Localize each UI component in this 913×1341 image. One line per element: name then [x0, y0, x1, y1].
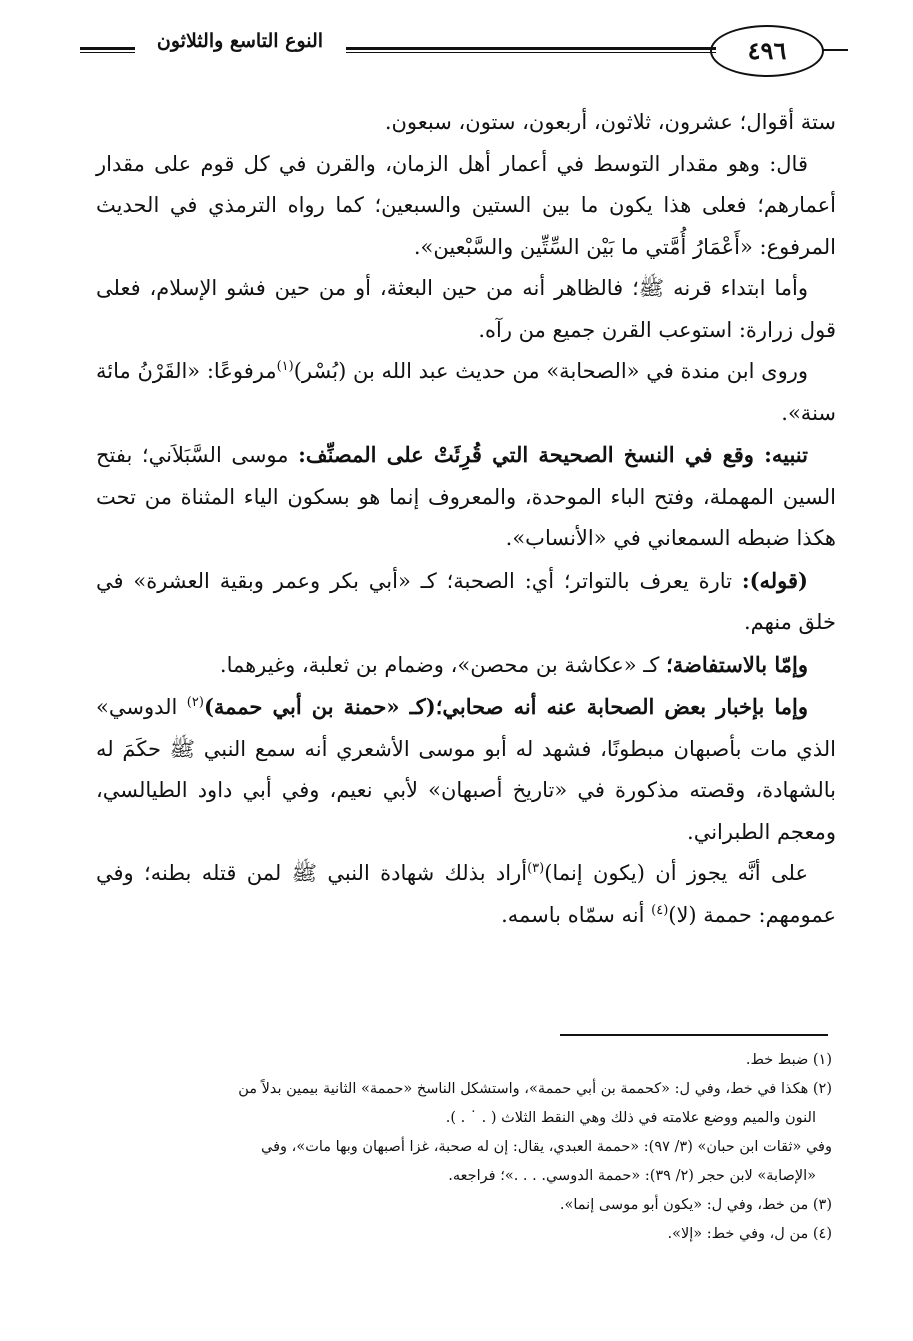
footnotes: [80, 1046, 832, 1249]
footnote-2-extra-cont: «الإصابة» لابن حجر (٢/ ٣٩): «حممة الدوسي. . . .»؛ فراجعه.: [448, 1168, 816, 1184]
paragraph-8-lead: وإما بإخبار بعض الصحابة عنه أنه صحابي؛: [435, 694, 808, 719]
footnote-ref-4: (٤): [651, 902, 669, 918]
footnote-2: (٢) هكذا في خط، وفي ل: «كحممة بن أبي حممة»، واستشكل الناسخ «حممة» الثانية بيمين بدلاً من: [238, 1081, 832, 1097]
paragraph-4-text-end: مرفوعًا: «القَرْنُ مائة سنة».: [96, 359, 836, 425]
paragraph-5-text: موسى السَّبَلاَني؛ بفتح السين المهملة، وفتح الباء الموحدة، والمعروف إنما هو بسكون الياء المثناة من تحت هكذا ضبطه السمعاني في «الأنساب».: [96, 443, 836, 550]
paragraph-9-text-end: أنه سمّاه باسمه.: [501, 902, 652, 927]
notice-heading: تنبيه: وقع في النسخ الصحيحة التي قُرِئَتْ على المصنِّف:: [298, 442, 808, 467]
paragraph-9-text: على أنَّه يجوز أن (يكون إنما): [544, 861, 808, 885]
paragraph-8: [96, 686, 836, 853]
footnote-3: (٣) من خط، وفي ل: «يكون أبو موسى إنما».: [559, 1197, 832, 1213]
footnote-2-cont: النون والميم ووضع علامته في ذلك وهي النقط الثلاث ( . ˙ . ).: [445, 1110, 816, 1126]
page-number: ٤٩٦: [710, 25, 824, 77]
paragraph-7-lead: وإمّا بالاستفاضة؛: [666, 651, 808, 677]
footnote-separator: [560, 1034, 828, 1036]
quote-label: (قوله):: [741, 567, 808, 593]
paragraph-8-text: الدوسي» الذي مات بأصبهان مبطونًا، فشهد له أبو موسى الأشعري أنه سمع النبي ﷺ حكَمَ له بالشهادة، وقصته مذكورة في «تاريخ أصبهان» لأبي نعيم، وفي أبي داود الطيالسي، ومعجم الطبراني.: [96, 695, 836, 844]
paragraph-7: [96, 644, 836, 687]
paragraph-6: [96, 560, 836, 644]
paragraph-9-text-mid: أراد بذلك شهادة النبي ﷺ لمن قتله بطنه؛ وفي عمومهم: حممة (لا): [96, 861, 836, 927]
paragraph-4-text: وروى ابن مندة في «الصحابة» من حديث عبد الله بن (بُسْر): [293, 359, 808, 383]
main-text: [96, 102, 836, 936]
paragraph-2: قال: وهو مقدار التوسط في أعمار أهل الزمان، والقرن في كل قوم على مقدار أعمارهم؛ فعلى هذا يكون ما بين الستين والسبعين؛ كما رواه الترمذي في الحديث المرفوع: «أَعْمَارُ أُمَّتي ما بَيْن السِّتِّين والسَّبْعين».: [96, 151, 836, 259]
paragraph-5: [96, 434, 836, 560]
header-rule-middle: [346, 47, 716, 53]
paragraph-9: [96, 853, 836, 936]
header-rule-right: [822, 49, 848, 51]
footnote-ref-1: (١): [276, 359, 294, 374]
footnote-2-extra: وفي «ثقات ابن حبان» (٣/ ٩٧): «حممة العبدي، يقال: إن له صحبة، غزا أصبهان وبها مات»، وفي: [261, 1139, 832, 1155]
paragraph-8-name: (كـ «حمنة بن أبي حممة): [203, 694, 436, 719]
chapter-title: النوع التاسع والثلاثون: [156, 30, 324, 52]
footnote-4: (٤) من ل، وفي خط: «إلا».: [667, 1226, 832, 1242]
paragraph-3: وأما ابتداء قرنه ﷺ؛ فالظاهر أنه من حين البعثة، أو من حين فشو الإسلام، فعلى قول زرارة: استوعب القرن جميع من رآه.: [96, 276, 836, 342]
footnote-1: (١) ضبط خط.: [745, 1052, 832, 1068]
page-header: [70, 22, 870, 82]
paragraph-4: [96, 351, 836, 434]
paragraph-1: ستة أقوال؛ عشرون، ثلاثون، أربعون، ستون، سبعون.: [384, 110, 836, 134]
paragraph-7-text: كـ «عكاشة بن محصن»، وضمام بن ثعلبة، وغيرهما.: [219, 652, 667, 677]
footnote-ref-2: (٢): [186, 695, 204, 710]
paragraph-6-text: تارة يعرف بالتواتر؛ أي: الصحبة؛ كـ «أبي بكر وعمر وبقية العشرة» في خلق منهم.: [96, 568, 836, 634]
header-rule-left: [80, 47, 135, 53]
footnote-ref-3: (٣): [527, 861, 545, 876]
